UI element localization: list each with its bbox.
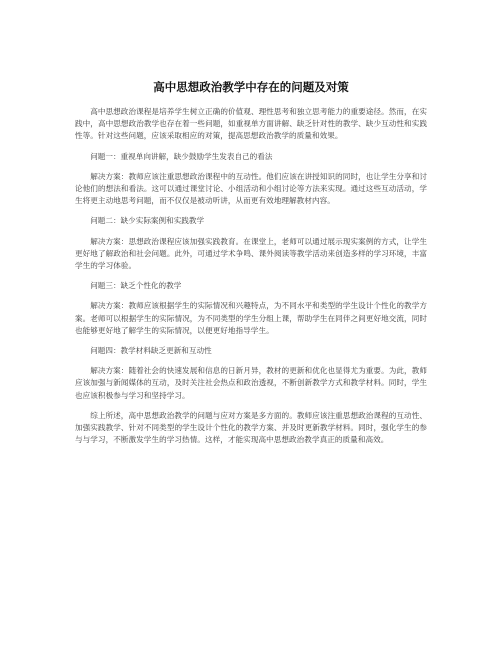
conclusion-paragraph: 综上所述，高中思想政治教学的问题与应对方案是多方面的。教师应该注重思想政治课程的互动性、加强实践教学、针对不同类型的学生设计个性化的教学方案、并及时更新教学材料。同时，强化学生的参与与学习，不断激发学生的学习热情。这样，才能实现高中思想政治教学真正的质量和高效。 <box>75 410 427 445</box>
document-page <box>75 80 427 454</box>
section-solution-2: 解决方案：思想政治课程应该加强实践教育。在课堂上，老师可以通过展示现实案例的方式，让学生更好地了解政治和社会问题。此外，可通过学术争鸣、课外阅读等教学活动来创造多样的学习环境，丰富学生的学习体验。 <box>75 236 427 271</box>
intro-paragraph: 高中思想政治课程是培养学生树立正确的价值观、理性思考和独立思考能力的重要途径。然而，在实践中，高中思想政治教学也存在着一些问题，如重视单方面讲解、缺乏针对性的教学、缺少互动性和实践性等。针对这些问题，应该采取相应的对策，提高思想政治教学的质量和效果。 <box>75 107 427 141</box>
section-heading-4: 问题四：教学材料缺乏更新和互动性 <box>90 346 212 356</box>
section-solution-3: 解决方案：教师应该根据学生的实际情况和兴趣特点，为不同水平和类型的学生设计个性化的教学方案。老师可以根据学生的实际情况，为不同类型的学生分组上课，帮助学生在同伴之间更好地交流，同时也能够更好地了解学生的实际情况，以便更好地指导学生。 <box>75 301 427 335</box>
section-solution-4: 解决方案：随着社会的快速发展和信息的日新月异，教材的更新和优化也显得尤为重要。为此，教师应该加强与新闻媒体的互动，及时关注社会热点和政治透视，不断创新教学方式和教学材料。同时，学生也应该积极参与学习和坚持学习。 <box>75 366 427 400</box>
section-heading-1: 问题一：重视单向讲解，缺少鼓励学生发表自己的看法 <box>90 151 273 161</box>
section-heading-2: 问题二：缺少实际案例和实践教学 <box>90 216 205 226</box>
section-solution-1: 解决方案：教师应该注重思想政治课程中的互动性。他们应该在讲授知识的同时，也让学生分享和讨论他们的想法和看法。这可以通过课堂讨论、小组活动和小组讨论等方法来实现。通过这些互动活动，学生将更主动地思考问题，而不仅仅是被动听讲，从而更有效地理解教材内容。 <box>75 171 427 206</box>
section-heading-3: 问题三：缺乏个性化的教学 <box>90 281 182 291</box>
document-title: 高中思想政治教学中存在的问题及对策 <box>153 80 349 94</box>
